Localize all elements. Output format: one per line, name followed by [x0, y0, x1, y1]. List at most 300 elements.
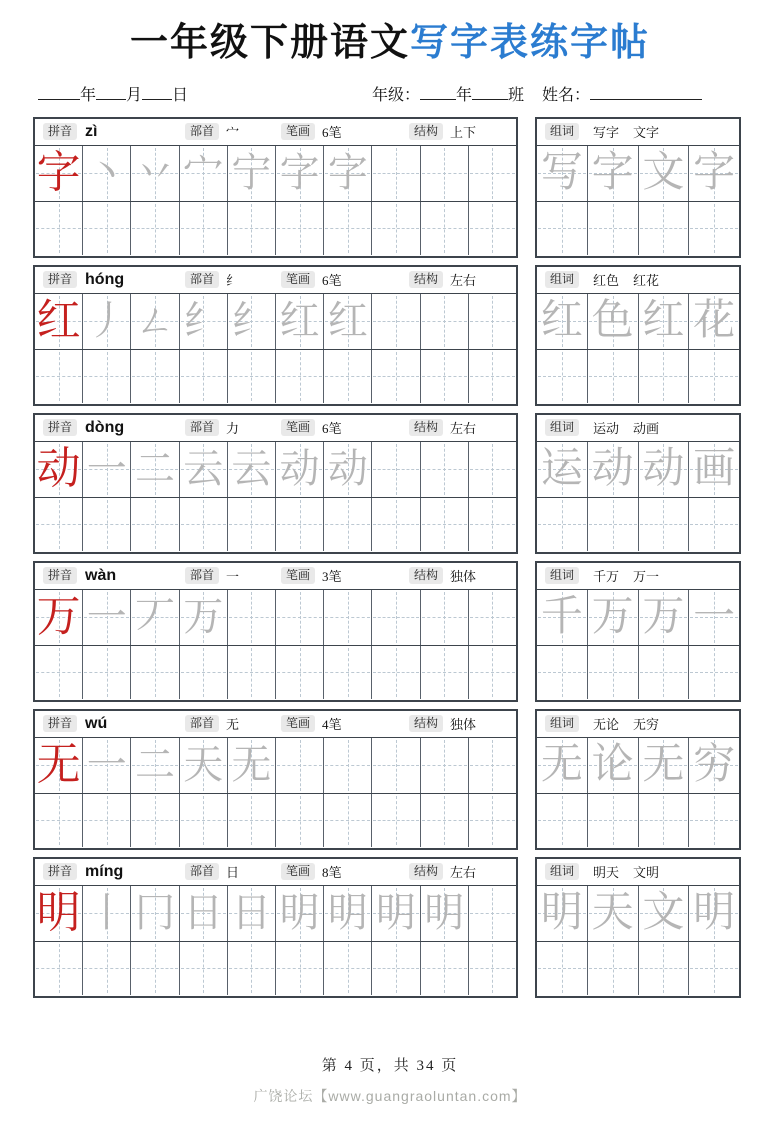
structure-value: 独体 — [450, 717, 477, 733]
pinyin-label: 拼音 — [43, 271, 77, 288]
words-block-header — [537, 711, 739, 738]
stroke-practice-row — [35, 886, 516, 942]
stroke-step-glyph: 丨 — [86, 890, 127, 936]
word-character-cell — [588, 294, 639, 349]
pinyin-label: 拼音 — [43, 863, 77, 880]
empty-practice-cell — [324, 794, 372, 847]
word-glyph: 明 — [540, 890, 583, 937]
pinyin-label: 拼音 — [43, 715, 77, 732]
empty-practice-cell — [689, 202, 739, 255]
stroke-step-cell — [276, 886, 324, 941]
words-block-wu — [535, 709, 741, 850]
empty-practice-row — [537, 350, 739, 403]
empty-practice-cell — [469, 738, 516, 793]
empty-practice-cell — [372, 646, 420, 699]
empty-practice-row — [35, 498, 516, 551]
empty-practice-cell — [421, 646, 469, 699]
empty-practice-cell — [324, 202, 372, 255]
name-blank — [590, 83, 702, 100]
grade-label: 年级： — [372, 86, 421, 104]
empty-practice-cell — [131, 794, 179, 847]
stroke-step-glyph: 丶 — [86, 150, 127, 196]
pinyin-value: wú — [85, 714, 108, 732]
date-month-blank — [96, 83, 126, 100]
empty-practice-cell — [689, 794, 739, 847]
empty-practice-cell — [83, 202, 131, 255]
watermark: 广饶论坛【www.guangraoluntan.com】 — [253, 1088, 527, 1104]
stroke-step-glyph: 宁 — [231, 150, 272, 196]
word-practice-row — [537, 294, 739, 350]
word-character-cell — [537, 738, 588, 793]
strokes-label: 笔画 — [281, 271, 315, 288]
word-practice-row — [537, 146, 739, 202]
word-glyph: 画 — [693, 446, 736, 493]
words-block-hong — [535, 265, 741, 406]
empty-practice-cell — [421, 738, 469, 793]
word-1: 写字 — [593, 125, 620, 141]
stroke-step-cell — [83, 738, 131, 793]
empty-practice-cell — [324, 350, 372, 403]
words-label: 组词 — [545, 715, 579, 732]
page-title-black: 一年级下册语文 — [129, 22, 410, 64]
stroke-step-cell — [180, 294, 228, 349]
empty-practice-cell — [83, 794, 131, 847]
stroke-step-glyph: 丿 — [86, 298, 127, 344]
words-block-header — [537, 267, 739, 294]
stroke-step-glyph: 明 — [424, 890, 465, 936]
word-glyph: 天 — [591, 890, 634, 937]
stroke-practice-row — [35, 590, 516, 646]
word-1: 运动 — [593, 421, 620, 437]
empty-practice-cell — [469, 146, 516, 201]
pinyin-value: zì — [85, 122, 98, 140]
words-block-zi — [535, 117, 741, 258]
words-block-dong — [535, 413, 741, 554]
info-line — [372, 82, 702, 105]
word-glyph: 万 — [591, 594, 634, 641]
empty-practice-row — [35, 794, 516, 847]
empty-practice-cell — [276, 646, 324, 699]
empty-practice-cell — [588, 202, 639, 255]
empty-practice-cell — [276, 350, 324, 403]
radical-value: 宀 — [226, 125, 240, 141]
stroke-step-glyph: 云 — [231, 446, 272, 492]
empty-practice-cell — [324, 590, 372, 645]
name-label: 姓名： — [542, 86, 591, 104]
radical-value: 一 — [226, 569, 240, 585]
empty-practice-cell — [689, 942, 739, 995]
stroke-step-glyph: 明 — [279, 890, 320, 936]
stroke-step-glyph: 动 — [279, 446, 320, 492]
pinyin-value: hóng — [85, 270, 125, 288]
word-2: 无穷 — [633, 717, 660, 733]
words-block-header — [537, 415, 739, 442]
stroke-practice-row — [35, 294, 516, 350]
stroke-step-cell — [276, 442, 324, 497]
empty-practice-cell — [689, 498, 739, 551]
empty-practice-cell — [372, 202, 420, 255]
empty-practice-cell — [180, 350, 228, 403]
stroke-step-glyph: 丆 — [135, 594, 175, 640]
word-glyph: 万 — [642, 594, 685, 641]
empty-practice-cell — [421, 794, 469, 847]
empty-practice-cell — [588, 350, 639, 403]
strokes-label: 笔画 — [281, 715, 315, 732]
empty-practice-cell — [276, 498, 324, 551]
strokes-label: 笔画 — [281, 123, 315, 140]
empty-practice-cell — [83, 498, 131, 551]
word-glyph: 写 — [540, 150, 583, 197]
practice-row — [33, 265, 747, 406]
stroke-step-glyph: 天 — [183, 742, 224, 788]
stroke-step-cell — [83, 442, 131, 497]
empty-practice-cell — [372, 794, 420, 847]
stroke-step-glyph: 红 — [279, 298, 320, 344]
radical-label: 部首 — [185, 419, 219, 436]
word-character-cell — [689, 146, 739, 201]
strokes-label: 笔画 — [281, 863, 315, 880]
main-character-cell — [35, 886, 83, 941]
word-character-cell — [588, 442, 639, 497]
empty-practice-cell — [131, 646, 179, 699]
practice-row — [33, 561, 747, 702]
empty-practice-cell — [83, 646, 131, 699]
stroke-step-glyph: 字 — [327, 150, 368, 196]
stroke-step-cell — [83, 886, 131, 941]
empty-practice-cell — [180, 646, 228, 699]
stroke-step-cell — [131, 590, 179, 645]
radical-label: 部首 — [185, 271, 219, 288]
empty-practice-cell — [228, 590, 276, 645]
empty-practice-cell — [131, 942, 179, 995]
empty-practice-cell — [83, 942, 131, 995]
word-2: 红花 — [633, 273, 660, 289]
date-day-label: 日 — [172, 86, 189, 104]
empty-practice-cell — [276, 794, 324, 847]
word-glyph: 字 — [591, 150, 634, 197]
empty-practice-cell — [35, 646, 83, 699]
empty-practice-cell — [276, 942, 324, 995]
stroke-step-cell — [276, 146, 324, 201]
empty-practice-cell — [35, 498, 83, 551]
strokes-value: 6笔 — [322, 421, 342, 437]
radical-value: 纟 — [226, 273, 240, 289]
empty-practice-cell — [469, 202, 516, 255]
word-character-cell — [639, 146, 690, 201]
empty-practice-cell — [639, 498, 690, 551]
empty-practice-cell — [35, 202, 83, 255]
word-glyph: 花 — [693, 298, 736, 345]
empty-practice-cell — [639, 794, 690, 847]
stroke-step-cell — [324, 886, 372, 941]
empty-practice-row — [537, 942, 739, 995]
structure-value: 左右 — [450, 273, 477, 289]
empty-practice-cell — [469, 590, 516, 645]
empty-practice-cell — [689, 646, 739, 699]
word-glyph: 论 — [591, 742, 634, 789]
practice-row — [33, 117, 747, 258]
radical-label: 部首 — [185, 123, 219, 140]
word-practice-row — [537, 886, 739, 942]
empty-practice-cell — [421, 202, 469, 255]
strokes-value: 4笔 — [322, 717, 342, 733]
empty-practice-cell — [537, 350, 588, 403]
empty-practice-cell — [372, 146, 420, 201]
stroke-step-glyph: 明 — [327, 890, 368, 936]
empty-practice-cell — [131, 202, 179, 255]
word-glyph: 无 — [540, 742, 583, 789]
words-block-header — [537, 859, 739, 886]
words-label: 组词 — [545, 419, 579, 436]
stroke-step-cell — [83, 294, 131, 349]
empty-practice-cell — [421, 146, 469, 201]
stroke-step-glyph: 二 — [135, 446, 175, 492]
stroke-step-glyph: 动 — [327, 446, 368, 492]
word-glyph: 运 — [540, 446, 583, 493]
pinyin-value: wàn — [85, 566, 117, 584]
empty-practice-cell — [537, 202, 588, 255]
empty-practice-cell — [469, 886, 516, 941]
radical-label: 部首 — [185, 863, 219, 880]
stroke-step-glyph: 红 — [327, 298, 368, 344]
empty-practice-cell — [180, 202, 228, 255]
empty-practice-cell — [372, 738, 420, 793]
stroke-step-cell — [228, 146, 276, 201]
practice-row — [33, 709, 747, 850]
stroke-step-cell — [180, 146, 228, 201]
structure-value: 独体 — [450, 569, 477, 585]
stroke-step-glyph: 日 — [231, 890, 272, 936]
empty-practice-cell — [372, 498, 420, 551]
words-block-header — [537, 119, 739, 146]
words-label: 组词 — [545, 567, 579, 584]
empty-practice-cell — [324, 498, 372, 551]
pinyin-label: 拼音 — [43, 419, 77, 436]
pinyin-value: míng — [85, 862, 124, 880]
empty-practice-cell — [537, 498, 588, 551]
word-1: 无论 — [593, 717, 620, 733]
words-block-wan — [535, 561, 741, 702]
empty-practice-cell — [639, 350, 690, 403]
pinyin-label: 拼音 — [43, 123, 77, 140]
date-line — [38, 82, 368, 105]
character-block-header — [35, 711, 516, 738]
empty-practice-row — [537, 202, 739, 255]
empty-practice-cell — [469, 646, 516, 699]
strokes-value: 8笔 — [322, 865, 342, 881]
strokes-value: 3笔 — [322, 569, 342, 585]
pinyin-value: dòng — [85, 418, 125, 436]
stroke-step-cell — [372, 886, 420, 941]
word-character-cell — [588, 886, 639, 941]
date-month-label: 月 — [126, 86, 143, 104]
empty-practice-row — [537, 794, 739, 847]
empty-practice-cell — [131, 350, 179, 403]
character-block-wan — [33, 561, 518, 702]
word-glyph: 文 — [642, 150, 685, 197]
main-character-cell — [35, 738, 83, 793]
strokes-label: 笔画 — [281, 419, 315, 436]
word-character-cell — [639, 738, 690, 793]
strokes-value: 6笔 — [322, 273, 342, 289]
word-2: 文字 — [633, 125, 660, 141]
word-1: 红色 — [593, 273, 620, 289]
word-practice-row — [537, 590, 739, 646]
stroke-step-cell — [228, 442, 276, 497]
word-glyph: 红 — [540, 298, 583, 345]
word-character-cell — [639, 294, 690, 349]
word-glyph: 色 — [591, 298, 634, 345]
word-character-cell — [689, 590, 739, 645]
empty-practice-cell — [537, 942, 588, 995]
structure-label: 结构 — [409, 863, 443, 880]
structure-label: 结构 — [409, 419, 443, 436]
stroke-step-glyph: 一 — [86, 446, 127, 492]
stroke-step-glyph: 明 — [376, 890, 417, 936]
words-label: 组词 — [545, 123, 579, 140]
word-2: 文明 — [633, 865, 660, 881]
empty-practice-row — [35, 942, 516, 995]
grade-class-blank — [472, 83, 508, 100]
words-block-header — [537, 563, 739, 590]
stroke-step-cell — [324, 442, 372, 497]
empty-practice-cell — [421, 590, 469, 645]
word-glyph: 千 — [540, 594, 583, 641]
date-day-blank — [142, 83, 172, 100]
character-block-dong — [33, 413, 518, 554]
stroke-step-glyph: 一 — [86, 594, 127, 640]
stroke-step-glyph: 二 — [135, 742, 175, 788]
stroke-step-cell — [83, 590, 131, 645]
word-character-cell — [537, 294, 588, 349]
word-2: 动画 — [633, 421, 660, 437]
word-character-cell — [689, 886, 739, 941]
empty-practice-cell — [228, 794, 276, 847]
main-character: 无 — [36, 740, 81, 790]
date-year-blank — [38, 83, 80, 100]
stroke-step-cell — [83, 146, 131, 201]
empty-practice-cell — [228, 498, 276, 551]
stroke-step-glyph: 字 — [279, 150, 320, 196]
structure-label: 结构 — [409, 715, 443, 732]
empty-practice-cell — [639, 942, 690, 995]
practice-row — [33, 857, 747, 998]
stroke-step-cell — [324, 294, 372, 349]
empty-practice-cell — [372, 942, 420, 995]
empty-practice-cell — [372, 590, 420, 645]
main-character: 明 — [36, 888, 81, 938]
meta-line — [38, 82, 744, 105]
stroke-step-glyph: 宀 — [183, 150, 224, 196]
radical-label: 部首 — [185, 567, 219, 584]
character-block-header — [35, 119, 516, 146]
word-character-cell — [639, 442, 690, 497]
word-character-cell — [537, 442, 588, 497]
character-block-zi — [33, 117, 518, 258]
stroke-step-glyph: 云 — [183, 446, 224, 492]
word-glyph: 红 — [642, 298, 685, 345]
stroke-step-cell — [228, 738, 276, 793]
words-block-ming — [535, 857, 741, 998]
empty-practice-cell — [639, 202, 690, 255]
pinyin-label: 拼音 — [43, 567, 77, 584]
word-character-cell — [689, 738, 739, 793]
stroke-step-cell — [180, 590, 228, 645]
main-character: 字 — [36, 148, 81, 198]
practice-rows — [33, 117, 747, 998]
word-practice-row — [537, 738, 739, 794]
word-1: 千万 — [593, 569, 620, 585]
structure-label: 结构 — [409, 123, 443, 140]
word-practice-row — [537, 442, 739, 498]
stroke-step-cell — [180, 738, 228, 793]
empty-practice-cell — [83, 350, 131, 403]
stroke-step-glyph: 日 — [183, 890, 224, 936]
word-2: 万一 — [633, 569, 660, 585]
main-character: 万 — [36, 592, 81, 642]
empty-practice-cell — [35, 350, 83, 403]
empty-practice-cell — [469, 498, 516, 551]
empty-practice-cell — [228, 202, 276, 255]
stroke-practice-row — [35, 738, 516, 794]
empty-practice-cell — [131, 498, 179, 551]
empty-practice-cell — [372, 294, 420, 349]
stroke-step-cell — [131, 442, 179, 497]
main-character: 动 — [36, 444, 81, 494]
empty-practice-row — [537, 498, 739, 551]
stroke-step-glyph: 万 — [183, 594, 224, 640]
main-character-cell — [35, 294, 83, 349]
word-character-cell — [537, 590, 588, 645]
stroke-step-glyph: 冂 — [135, 890, 175, 936]
stroke-step-glyph: 纟 — [183, 298, 224, 344]
words-label: 组词 — [545, 271, 579, 288]
word-glyph: 字 — [693, 150, 736, 197]
radical-value: 力 — [226, 421, 240, 437]
empty-practice-cell — [276, 738, 324, 793]
empty-practice-cell — [537, 646, 588, 699]
empty-practice-row — [35, 646, 516, 699]
empty-practice-cell — [421, 942, 469, 995]
empty-practice-cell — [469, 350, 516, 403]
strokes-value: 6笔 — [322, 125, 342, 141]
empty-practice-cell — [372, 350, 420, 403]
stroke-step-cell — [131, 294, 179, 349]
stroke-step-cell — [131, 146, 179, 201]
word-character-cell — [588, 590, 639, 645]
word-1: 明天 — [593, 865, 620, 881]
empty-practice-cell — [324, 738, 372, 793]
stroke-step-cell — [228, 886, 276, 941]
main-character: 红 — [36, 296, 81, 346]
empty-practice-cell — [276, 590, 324, 645]
radical-value: 日 — [226, 865, 240, 881]
stroke-practice-row — [35, 442, 516, 498]
stroke-step-glyph: 丷 — [135, 150, 175, 196]
word-character-cell — [689, 442, 739, 497]
radical-label: 部首 — [185, 715, 219, 732]
empty-practice-row — [537, 646, 739, 699]
character-block-ming — [33, 857, 518, 998]
character-block-wu — [33, 709, 518, 850]
empty-practice-cell — [372, 442, 420, 497]
main-character-cell — [35, 590, 83, 645]
empty-practice-cell — [180, 942, 228, 995]
empty-practice-cell — [588, 498, 639, 551]
empty-practice-cell — [588, 794, 639, 847]
word-character-cell — [689, 294, 739, 349]
page-title-blue: 写字表练字帖 — [410, 22, 651, 64]
